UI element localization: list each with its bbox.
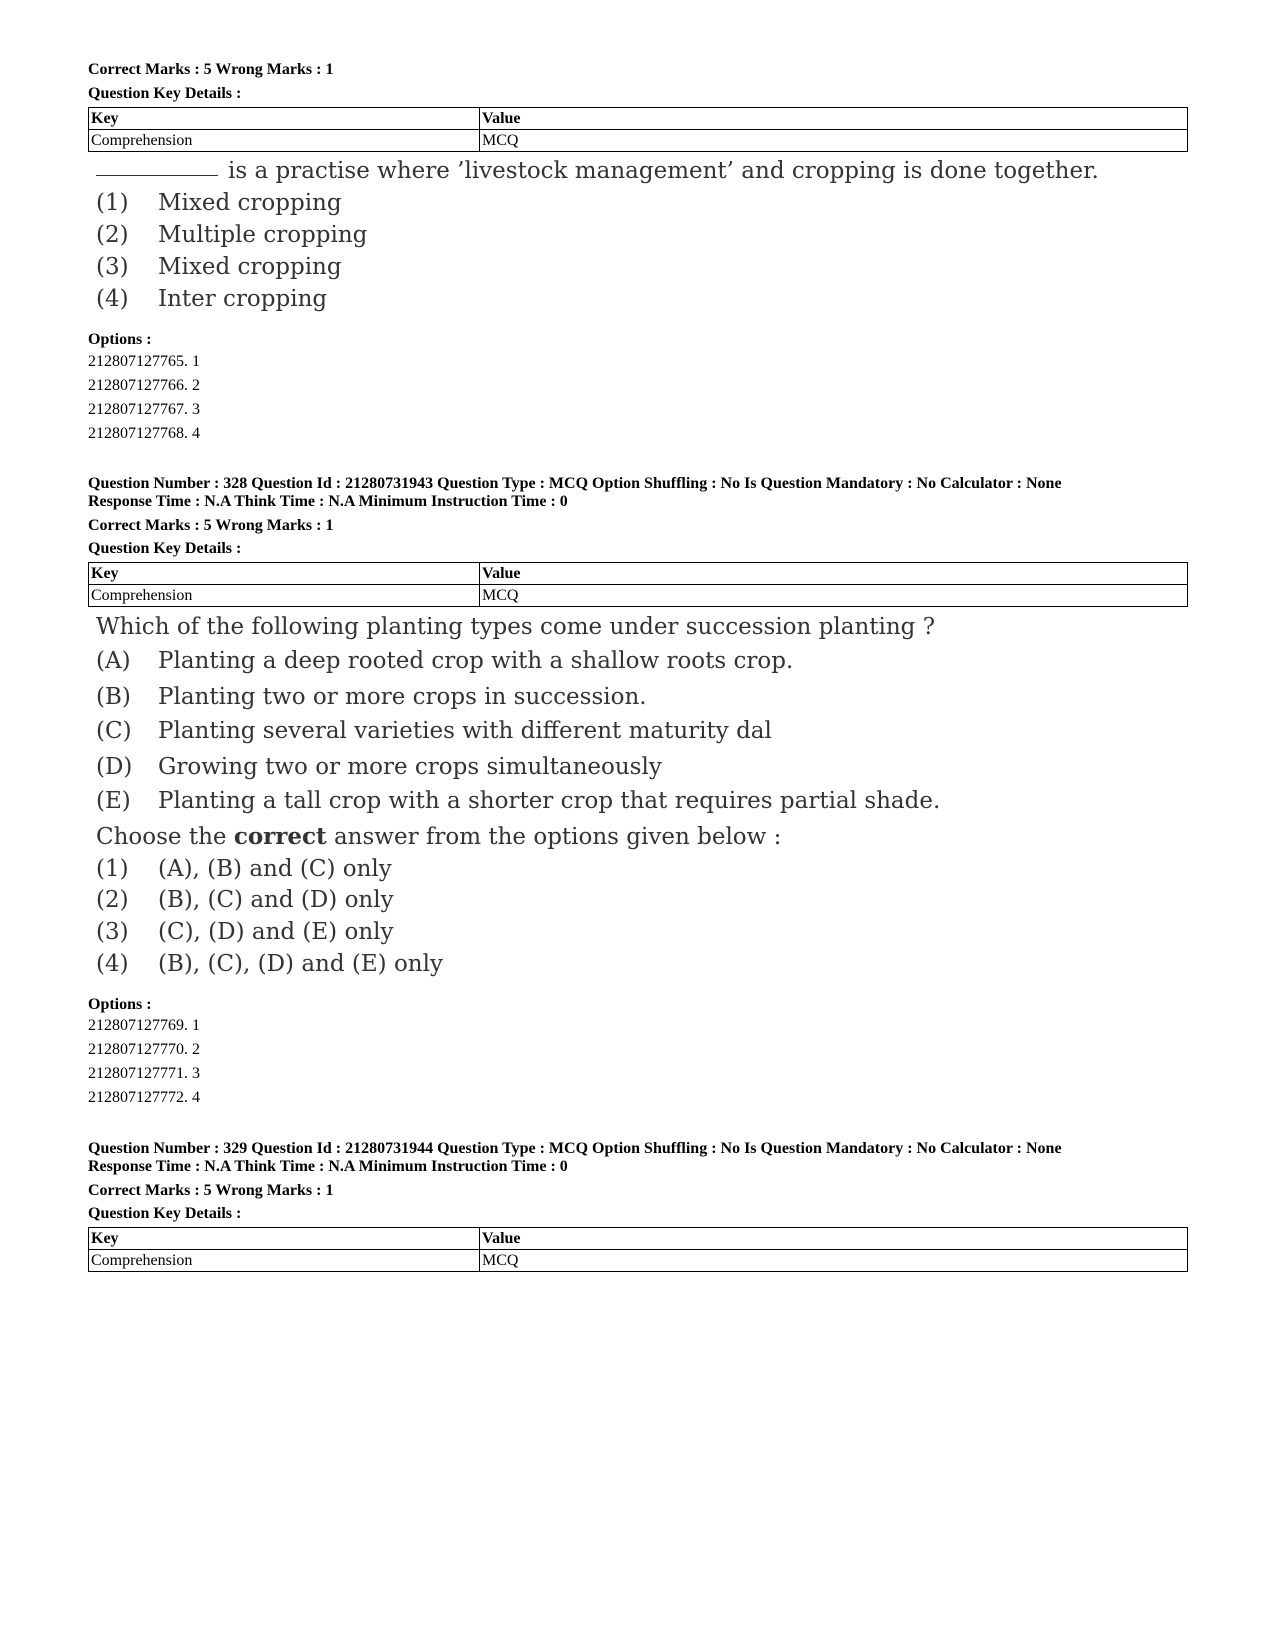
statement-item: (E) Planting a tall crop with a shorter crop that requires partial shade.	[96, 788, 941, 814]
choice-item: (3) Mixed cropping	[96, 254, 342, 280]
value-cell: MCQ	[480, 585, 1188, 607]
options-list	[88, 350, 1188, 446]
key-details-label: Question Key Details :	[88, 1205, 242, 1222]
options-list	[88, 1014, 1188, 1110]
choose-instruction: Choose the correct answer from the options given below :	[96, 823, 782, 850]
choice-item: (2) Multiple cropping	[96, 222, 368, 248]
choice-item: (1) (A), (B) and (C) only	[96, 856, 392, 882]
question-text: Which of the following planting types come under succession planting ?	[96, 614, 936, 640]
question-header-329: Question Number : 329 Question Id : 21280731944 Question Type : MCQ Option Shuffling : No Is Question Mandatory : No Calculator : None	[88, 1140, 1062, 1157]
question-timing-328: Response Time : N.A Think Time : N.A Minimum Instruction Time : 0	[88, 493, 568, 510]
key-header: Key	[89, 563, 480, 585]
value-header: Value	[480, 563, 1188, 585]
question-image-327	[96, 158, 1099, 323]
table-header-row	[89, 1228, 1188, 1250]
question-key-table	[88, 107, 1188, 152]
choice-item: (1) Mixed cropping	[96, 190, 342, 216]
option-item: 212807127772. 4	[88, 1089, 200, 1106]
options-label: Options :	[88, 331, 152, 348]
key-details-label: Question Key Details :	[88, 85, 242, 102]
table-row	[89, 1250, 1188, 1272]
option-item: 212807127768. 4	[88, 425, 200, 442]
option-item: 212807127770. 2	[88, 1041, 200, 1058]
question-header-328: Question Number : 328 Question Id : 21280731943 Question Type : MCQ Option Shuffling : No Is Question Mandatory : No Calculator : None	[88, 475, 1062, 492]
marks-line: Correct Marks : 5 Wrong Marks : 1	[88, 1182, 334, 1199]
question-key-table	[88, 562, 1188, 607]
key-header: Key	[89, 108, 480, 130]
key-cell: Comprehension	[89, 1250, 480, 1272]
key-cell: Comprehension	[89, 585, 480, 607]
statement-item: (B) Planting two or more crops in succession.	[96, 684, 647, 710]
option-item: 212807127766. 2	[88, 377, 200, 394]
value-header: Value	[480, 1228, 1188, 1250]
choice-item: (4) Inter cropping	[96, 286, 328, 312]
blank-line	[96, 175, 218, 176]
question-text: is a practise where ’livestock management’ and cropping is done together.	[96, 158, 1099, 184]
table-row	[89, 130, 1188, 152]
question-key-table	[88, 1227, 1188, 1272]
marks-line: Correct Marks : 5 Wrong Marks : 1	[88, 61, 334, 78]
value-cell: MCQ	[480, 130, 1188, 152]
marks-line: Correct Marks : 5 Wrong Marks : 1	[88, 517, 334, 534]
key-cell: Comprehension	[89, 130, 480, 152]
question-timing-329: Response Time : N.A Think Time : N.A Minimum Instruction Time : 0	[88, 1158, 568, 1175]
option-item: 212807127767. 3	[88, 401, 200, 418]
choice-item: (2) (B), (C) and (D) only	[96, 887, 394, 913]
table-row	[89, 585, 1188, 607]
option-item: 212807127769. 1	[88, 1017, 200, 1034]
choice-item: (3) (C), (D) and (E) only	[96, 919, 394, 945]
option-item: 212807127771. 3	[88, 1065, 200, 1082]
question-image-328	[96, 614, 996, 984]
key-header: Key	[89, 1228, 480, 1250]
options-label: Options :	[88, 996, 152, 1013]
option-item: 212807127765. 1	[88, 353, 200, 370]
table-header-row	[89, 563, 1188, 585]
statement-item: (C) Planting several varieties with different maturity dal	[96, 718, 772, 744]
statement-item: (A) Planting a deep rooted crop with a shallow roots crop.	[96, 648, 794, 674]
key-details-label: Question Key Details :	[88, 540, 242, 557]
table-header-row	[89, 108, 1188, 130]
value-header: Value	[480, 108, 1188, 130]
choice-item: (4) (B), (C), (D) and (E) only	[96, 951, 443, 977]
statement-item: (D) Growing two or more crops simultaneously	[96, 754, 662, 780]
value-cell: MCQ	[480, 1250, 1188, 1272]
